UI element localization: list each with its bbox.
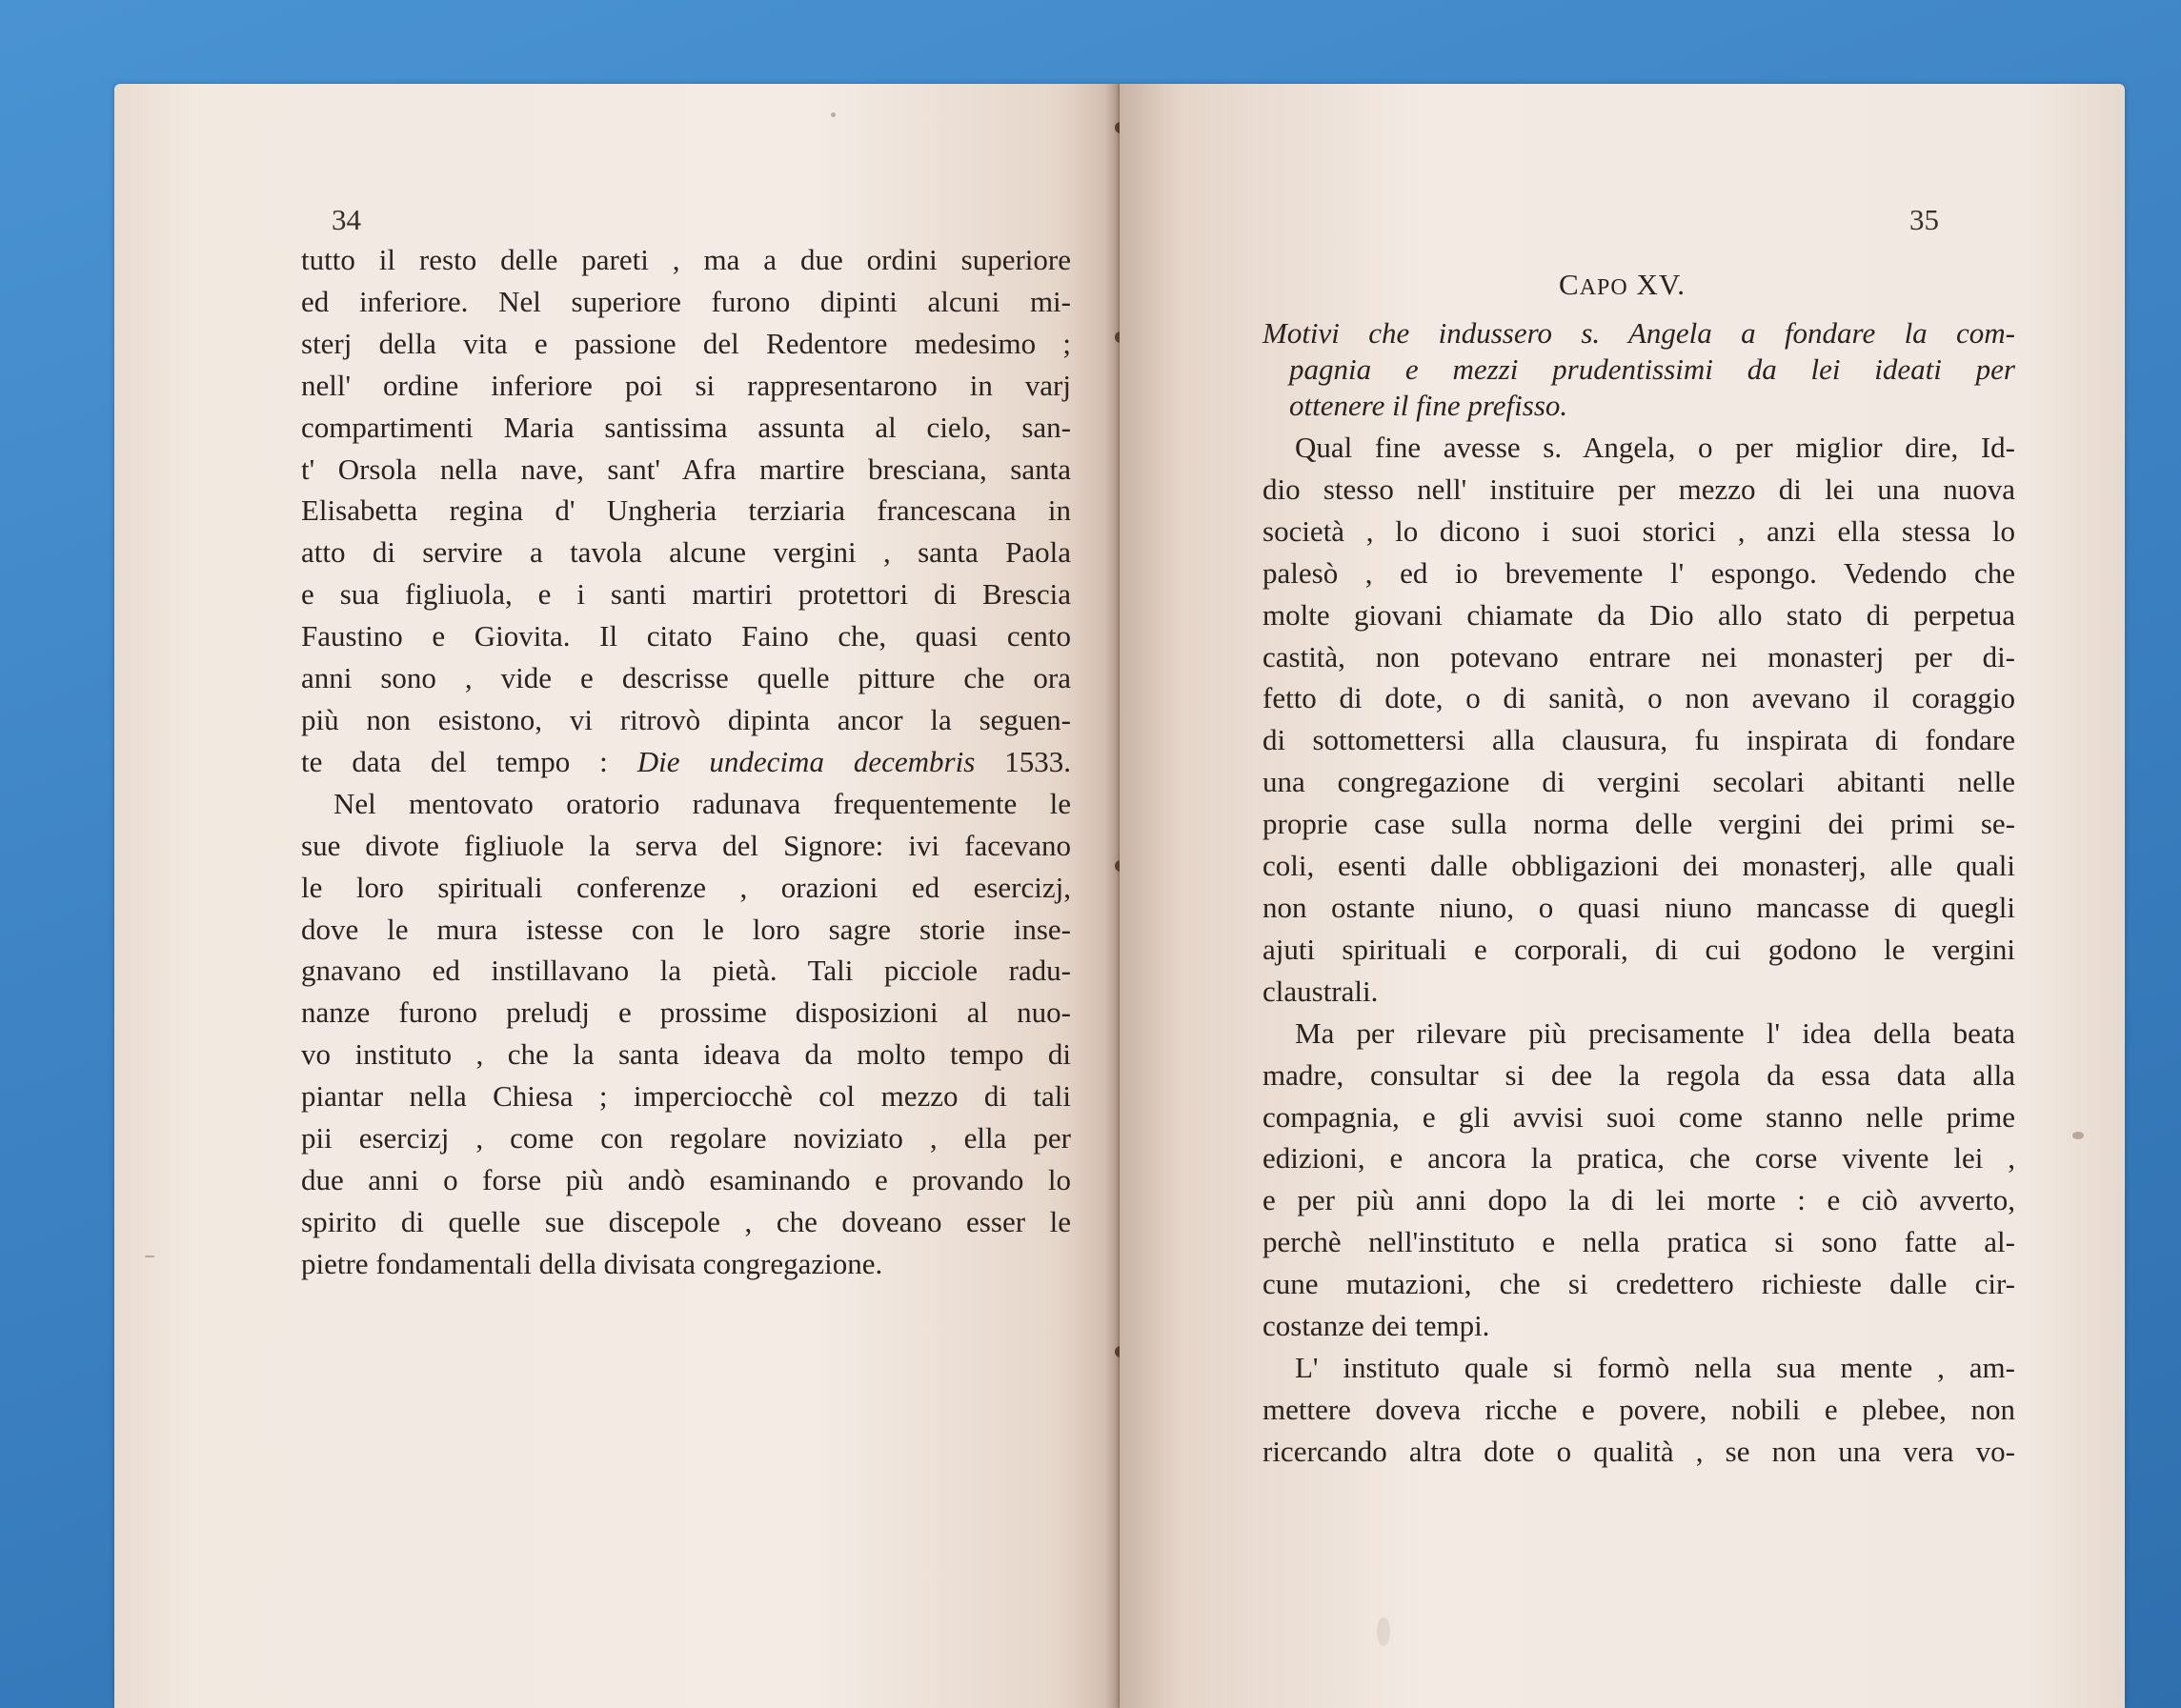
right-page bbox=[1120, 84, 2125, 1708]
chapter-subtitle bbox=[1262, 315, 2015, 424]
text-line: L' instituto quale si formò nella sua mente , am- bbox=[1295, 1350, 2015, 1384]
text-line: claustrali. bbox=[1262, 974, 1379, 1008]
paper-speck bbox=[145, 1256, 154, 1257]
text-line: madre, consultar si dee la regola da essa data alla bbox=[1262, 1057, 2015, 1092]
text-line: ricercando altra dote o qualità , se non una vera vo- bbox=[1262, 1434, 2015, 1468]
left-page-text bbox=[301, 239, 1071, 1285]
left-page bbox=[114, 84, 1120, 1708]
text-line: costanze dei tempi. bbox=[1262, 1309, 1490, 1343]
paper-speck bbox=[831, 112, 836, 117]
page-number-left: 34 bbox=[332, 203, 361, 236]
text-line: te data del tempo : Die undecima decembris 1533. bbox=[301, 744, 1071, 778]
text-line: perchè nell'instituto e nella pratica si sono fatte al- bbox=[1262, 1225, 2015, 1259]
chapter-title-small-caps: APO bbox=[1579, 275, 1628, 300]
chapter-title-prefix: C bbox=[1559, 268, 1580, 301]
text-line: spirito di quelle sue discepole , che doveano esser le bbox=[301, 1204, 1071, 1238]
text-line: pietre fondamentali della divisata congregazione. bbox=[301, 1246, 883, 1280]
text-line: Ma per rilevare più precisamente l' idea della beata bbox=[1295, 1015, 2015, 1050]
text-line: edizioni, e ancora la pratica, che corse vivente lei , bbox=[1262, 1141, 2015, 1176]
text-line: cune mutazioni, che si credettero richieste dalle cir- bbox=[1262, 1267, 2015, 1301]
text-line: anni sono , vide e descrisse quelle pitture che ora bbox=[301, 661, 1071, 695]
paper-speck bbox=[1377, 1618, 1390, 1646]
text-line: Qual fine avesse s. Angela, o per miglior dire, Id- bbox=[1295, 431, 2015, 464]
text-line: due anni o forse più andò esaminando e provando lo bbox=[301, 1162, 1071, 1196]
right-page-text bbox=[1262, 427, 2015, 1473]
text-line: compagnia, e gli avvisi suoi come stanno nelle prime bbox=[1262, 1099, 2015, 1134]
text-line: non ostante niuno, o quasi niuno mancasse di quegli bbox=[1262, 890, 2015, 924]
text-line: fetto di dote, o di sanità, o non avevano il coraggio bbox=[1262, 681, 2015, 715]
text-line: di sottomettersi alla clausura, fu inspirata di fondare bbox=[1262, 723, 2015, 757]
subtitle-line: pagnia e mezzi prudentissimi da lei ideati per bbox=[1289, 352, 2015, 386]
text-line: più non esistono, vi ritrovò dipinta ancor la seguen- bbox=[301, 702, 1071, 736]
text-line: pii esercizj , come con regolare noviziato , ella per bbox=[301, 1121, 1071, 1155]
text-line: e sua figliuola, e i santi martiri protettori di Brescia bbox=[301, 577, 1071, 612]
text-line: nell' ordine inferiore poi si rappresentarono in varj bbox=[301, 368, 1071, 402]
text-line: palesò , ed io brevemente l' espongo. Vedendo che bbox=[1262, 555, 2015, 590]
text-line: una congregazione di vergini secolari abitanti nelle bbox=[1262, 765, 2015, 799]
text-line: ajuti spirituali e corporali, di cui godono le vergini bbox=[1262, 932, 2015, 966]
text-line: molte giovani chiamate da Dio allo stato di perpetua bbox=[1262, 597, 2015, 632]
text-line: ed inferiore. Nel superiore furono dipinti alcuni mi- bbox=[301, 284, 1071, 318]
text-line: dove le mura istesse con le loro sagre storie inse- bbox=[301, 912, 1071, 946]
chapter-title bbox=[1120, 268, 2125, 302]
text-line: t' Orsola nella nave, sant' Afra martire bresciana, santa bbox=[301, 452, 1071, 486]
text-line: coli, esenti dalle obbligazioni dei monasterj, alle quali bbox=[1262, 849, 2015, 883]
text-line: castità, non potevano entrare nei monasterj per di- bbox=[1262, 639, 2015, 673]
text-line: Faustino e Giovita. Il citato Faino che, quasi cento bbox=[301, 619, 1071, 653]
page-number-right: 35 bbox=[1909, 203, 1939, 236]
text-line: mettere doveva ricche e povere, nobili e plebee, non bbox=[1262, 1392, 2015, 1426]
text-line: le loro spirituali conferenze , orazioni ed esercizj, bbox=[301, 870, 1071, 904]
text-line: Nel mentovato oratorio radunava frequentemente le bbox=[333, 786, 1071, 820]
subtitle-line: ottenere il fine prefisso. bbox=[1289, 389, 1568, 422]
text-line: sterj della vita e passione del Redentore medesimo ; bbox=[301, 326, 1071, 360]
text-line: vo instituto , che la santa ideava da molto tempo di bbox=[301, 1037, 1071, 1072]
text-line: società , lo dicono i suoi storici , anzi ella stessa lo bbox=[1262, 513, 2015, 548]
subtitle-line: Motivi che indussero s. Angela a fondare la com- bbox=[1262, 316, 2015, 350]
text-line: compartimenti Maria santissima assunta al cielo, san- bbox=[301, 410, 1071, 444]
open-book bbox=[114, 84, 2125, 1708]
text-line: atto di servire a tavola alcune vergini , santa Paola bbox=[301, 535, 1071, 570]
chapter-title-number: XV. bbox=[1636, 268, 1686, 301]
text-line: Elisabetta regina d' Ungheria terziaria francescana in bbox=[301, 493, 1071, 528]
text-line: tutto il resto delle pareti , ma a due ordini superiore bbox=[301, 243, 1071, 276]
paper-speck bbox=[2072, 1132, 2084, 1139]
text-line: dio stesso nell' instituire per mezzo di lei una nuova bbox=[1262, 472, 2015, 506]
text-line: gnavano ed instillavano la pietà. Tali picciole radu- bbox=[301, 954, 1071, 988]
text-line: nanze furono preludj e prossime disposizioni al nuo- bbox=[301, 995, 1071, 1030]
text-line: e per più anni dopo la di lei morte : e ciò avverto, bbox=[1262, 1183, 2015, 1217]
text-line: proprie case sulla norma delle vergini dei primi se- bbox=[1262, 807, 2015, 841]
text-line: piantar nella Chiesa ; imperciocchè col mezzo di tali bbox=[301, 1079, 1071, 1114]
text-line: sue divote figliuole la serva del Signore: ivi facevano bbox=[301, 828, 1071, 862]
